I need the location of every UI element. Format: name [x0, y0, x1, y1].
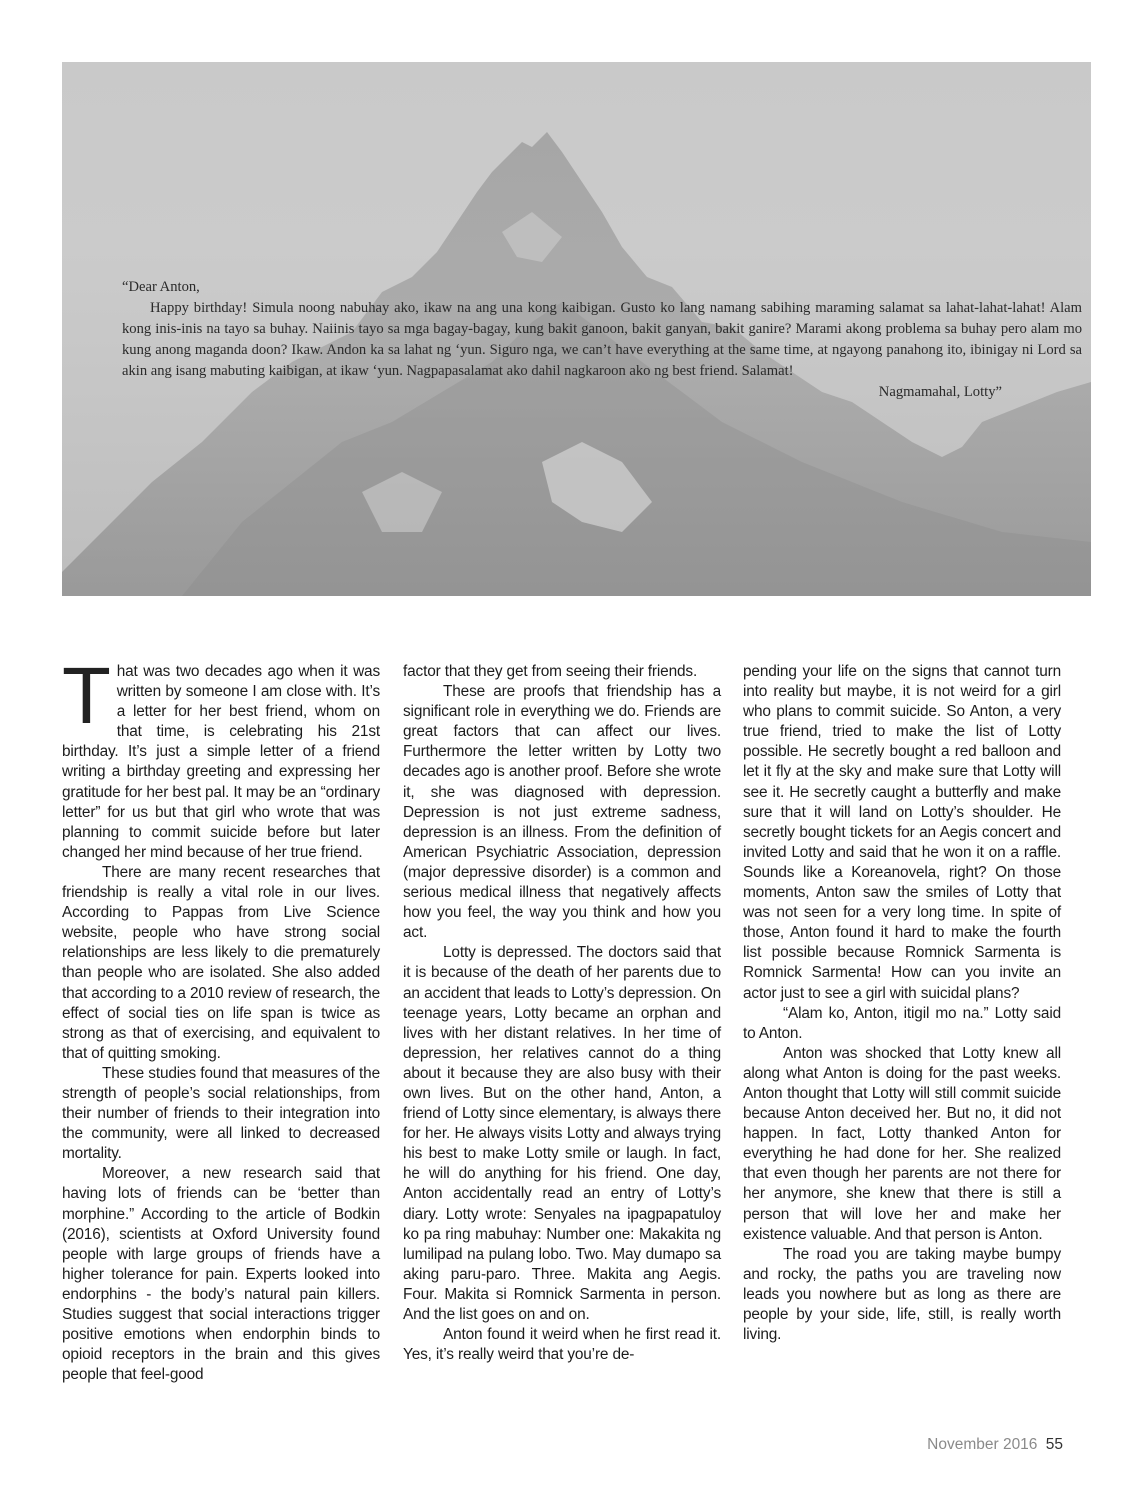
birthday-letter [122, 277, 1082, 403]
issue-date: November 2016 [927, 1436, 1038, 1453]
letter-greeting: “Dear Anton, [122, 279, 200, 295]
article-paragraph [62, 651, 380, 863]
letter-signature: Nagmamahal, Lotty” [878, 384, 1002, 400]
article-paragraph: Anton was shocked that Lotty knew all along what Anton is doing for the past weeks. Anton thought that Lotty will still commit suicide because Anton deceived her. But no, it did not happen. In fact, Lotty thanked Anton for everything he had done for her. She realized that even though her parents are not there for her anymore, she knew that there is still a person that will love her and make her existence valuable. And that person is Anton. [743, 1044, 1061, 1243]
page-footer [927, 1436, 1063, 1454]
article-paragraph: Lotty is depressed. The doctors said that it is because of the death of her parents due to an accident that leads to Lotty’s depression. On teenage years, Lotty became an orphan and lives with her distant relatives. In her time of depression, her relatives cannot do a thing about it because they are also busy with their own lives. But on the other hand, Anton, a friend of Lotty since elementary, is always there for her. He always visits Lotty and always trying his best to make Lotty smile or laugh. In fact, he will do anything for his friend. One day, Anton accidentally read an entry of Lotty’s diary. Lotty wrote: Senyales na ipagpapatuloy ko pa ring mabuhay: Number one: Makakita ng lumilipad na pulang lobo. Two. May dumapo sa aking paru-paro. Three. Makita ang Aegis. Four. Makita si Romnick Sarmenta in person. And the list goes on and on. [403, 944, 721, 1323]
article-paragraph: Moreover, a new research said that having lots of friends can be ‘better than morphine.” According to the article of Bodkin (2016), scientists at Oxford University found people with large groups of friends have a higher tolerance for pain. Experts looked into endorphins - the body’s natural pain killers. Studies suggest that social interactions trigger positive emotions when endorphin binds to opioid receptors in the brain and this gives people that feel-good [62, 1165, 380, 1384]
article-paragraph: These studies found that measures of the strength of people’s social relationships, from their number of friends to their integration into the community, were all linked to decreased mortality. [62, 1064, 380, 1163]
article-paragraph: Anton found it weird when he first read it. Yes, it’s really weird that you’re de- [403, 1326, 721, 1364]
article-paragraph: There are many recent researches that friendship is really a vital role in our lives. According to Pappas from Live Science website, people who have strong social relationships are less likely to die prematurely than people who are isolated. She also added that according to a 2010 review of research, the effect of social ties on life span is twice as strong as that of exercising, and equivalent to that of quitting smoking. [62, 863, 380, 1062]
paragraph-text: hat was two decades ago when it was written by someone I am close with. It’s a letter for her best friend, whom on that time, is celebrating his 21st birthday. It’s just a simple letter of a friend writing a birthday greeting and expressing her gratitude for her best pal. It may be an “ordinary letter” for us but that girl who wrote that was planning to commit suicide before but later changed her mind because of her true friend. [62, 663, 380, 861]
article-column-2 [403, 662, 721, 1365]
article-column-3 [743, 662, 1061, 1345]
drop-cap: T [62, 651, 111, 740]
article-paragraph: pending your life on the signs that cannot turn into reality but maybe, it is not weird for a girl who plans to commit suicide. So Anton, a very true friend, tried to make the list of Lotty possible. He secretly bought a red balloon and let it fly at the sky and make sure that Lotty will see it. He secretly caught a butterfly and make sure that it will land on Lotty’s shoulder. He secretly bought tickets for an Aegis concert and invited Lotty and said that he won it on a raffle. Sounds like a Koreanovela, right? On those moments, Anton saw the smiles of Lotty that was not seen for a very long time. In spite of those, Anton found it hard to make the fourth list possible because Romnick Sarmenta is Romnick Sarmenta! How can you invite an actor just to see a girl with suicidal plans? [743, 663, 1061, 1002]
letter-body: Happy birthday! Simula noong nabuhay ako, ikaw na ang una kong kaibigan. Gusto ko lang namang sabihing maraming salamat sa lahat-lahat-lahat! Alam kong inis-inis na tayo sa buhay. Naiinis tayo sa mga bagay-bagay, kung bakit ganoon, bakit ganyan, bakit ganire? Marami akong problema sa buhay pero alam mo kung anong maganda doon? Ikaw. Andon ka sa lahat ng ‘yun. Siguro nga, we can’t have everything at the same time, at ngayong panahong ito, ibinigay ni Lord sa akin ang isang mabuting kaibigan, at ikaw ‘yun. Nagpapasalamat ako dahil nagkaroon ako ng best friend. Salamat! [122, 300, 1082, 379]
article-column-1 [62, 651, 380, 1385]
article-paragraph: factor that they get from seeing their friends. [403, 663, 698, 680]
article-paragraph: “Alam ko, Anton, itigil mo na.” Lotty said to Anton. [743, 1004, 1061, 1042]
article-paragraph: The road you are taking maybe bumpy and rocky, the paths you are traveling now leads you nowhere but as long as there are people by your side, life, still, is really worth living. [743, 1245, 1061, 1344]
mountain-photo [62, 62, 1091, 596]
article-paragraph: These are proofs that friendship has a significant role in everything we do. Friends are great factors that can affect our lives. Furthermore the letter written by Lotty two decades ago is another proof. Before she wrote it, she was diagnosed with depression. Depression is not just extreme sadness, depression is an illness. From the definition of American Psychiatric Association, depression (major depressive disorder) is a common and serious medical illness that negatively affects how you feel, the way you think and how you act. [403, 683, 721, 942]
page-number: 55 [1045, 1436, 1063, 1453]
